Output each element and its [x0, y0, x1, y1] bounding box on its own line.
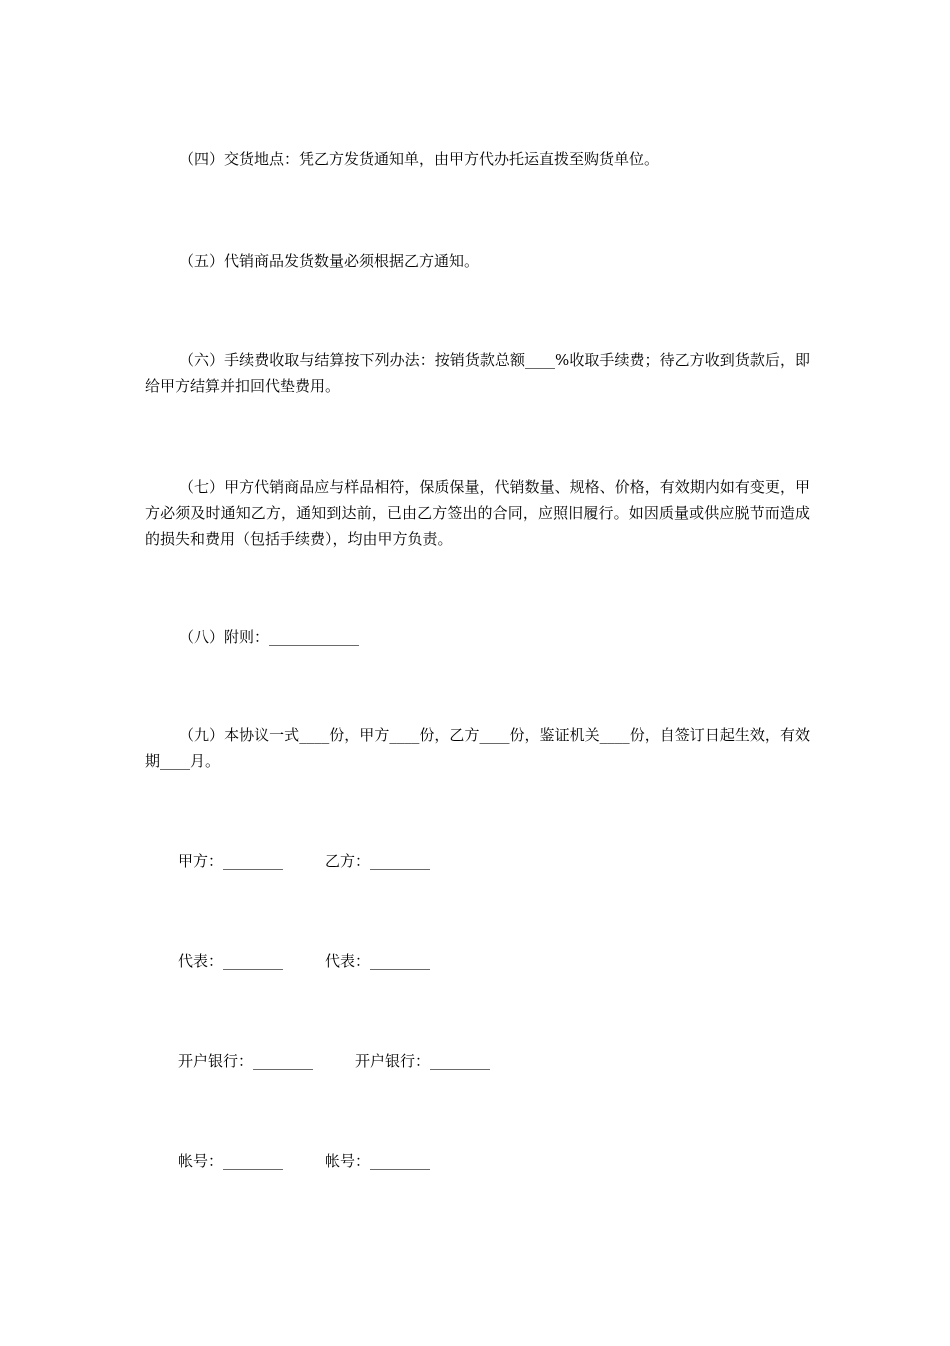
- signature-row-accounts: [178, 1148, 430, 1174]
- clause-7-goods-quality: （七）甲方代销商品应与样品相符，保质保量，代销数量、规格、价格，有效期内如有变更，甲方必须及时通知乙方，通知到达前，已由乙方签出的合同，应照旧履行。如因质量或供应脱节而造成的损失和费用（包括手续费），均由甲方负责。: [145, 478, 810, 548]
- party-b-field: 乙方：________: [325, 852, 431, 870]
- bank-a-field: 开户银行：________: [178, 1052, 314, 1070]
- clause-6-fee-settlement: （六）手续费收取与结算按下列办法：按销货款总额____%收取手续费；待乙方收到货款后，即给甲方结算并扣回代垫费用。: [145, 351, 810, 395]
- clause-8-supplementary: （八）附则：____________: [179, 628, 360, 646]
- signature-row-representatives: [178, 948, 430, 974]
- bank-b-field: 开户银行：________: [355, 1052, 491, 1070]
- rep-a-field: 代表：________: [178, 952, 284, 970]
- clause-9-copies-validity: （九）本协议一式____份，甲方____份，乙方____份，鉴证机关____份，自签订日起生效，有效期____月。: [145, 726, 810, 770]
- clause-4-delivery-location: （四）交货地点：凭乙方发货通知单，由甲方代办托运直拨至购货单位。: [179, 150, 660, 168]
- clause-5-shipment-quantity: （五）代销商品发货数量必须根据乙方通知。: [179, 252, 480, 270]
- signature-row-banks: [178, 1048, 490, 1074]
- account-b-field: 帐号：________: [325, 1152, 431, 1170]
- account-a-field: 帐号：________: [178, 1152, 284, 1170]
- party-a-field: 甲方：________: [178, 852, 284, 870]
- rep-b-field: 代表：________: [325, 952, 431, 970]
- signature-row-parties: [178, 848, 430, 874]
